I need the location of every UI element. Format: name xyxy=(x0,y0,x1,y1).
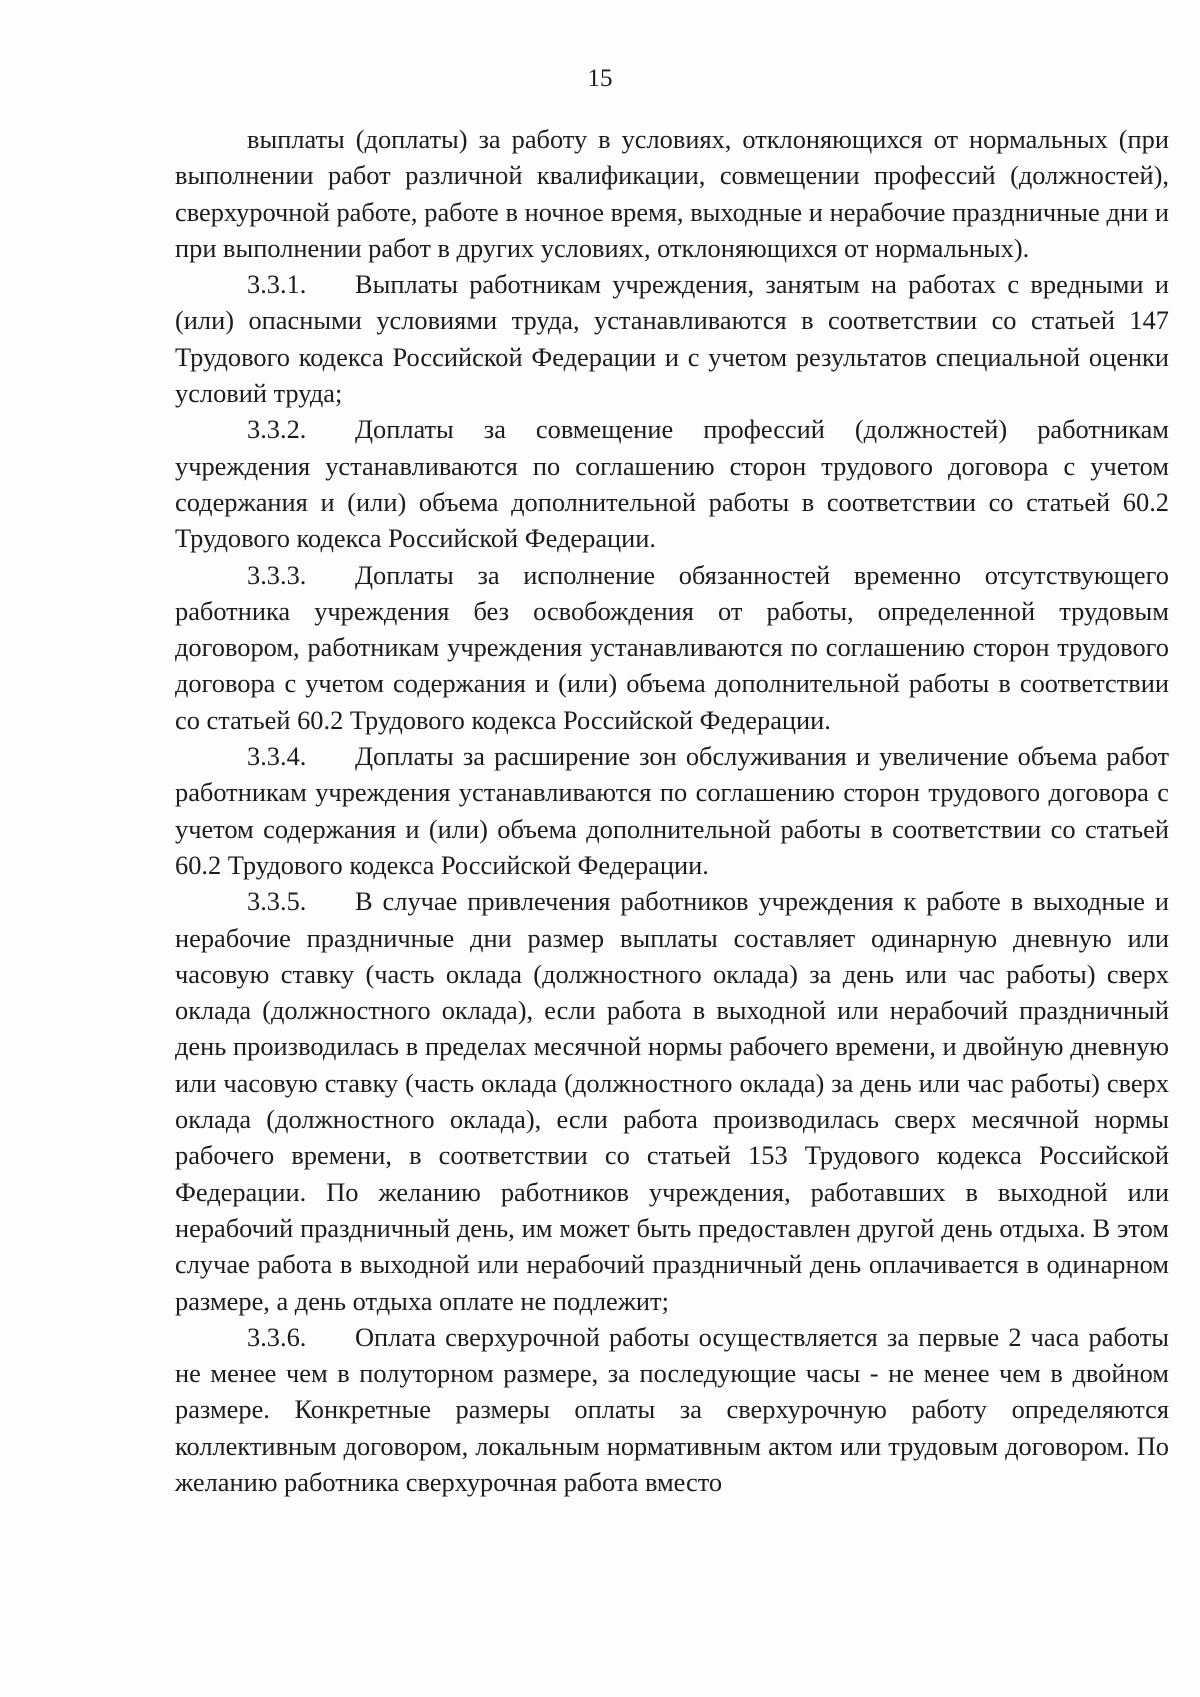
paragraph-text: Выплаты работникам учреждения, занятым на работах с вредными и (или) опасными условиями труда, устанавливаются в соответствии со статьей 147 Трудового кодекса Российской Федерации и с учетом результатов специальной оценки условий труда; xyxy=(175,269,1169,409)
paragraph-text: Доплаты за исполнение обязанностей временно отсутствующего работника учреждения без освобождения от работы, определенной трудовым договором, работникам учреждения устанавливаются по соглашению сторон трудового договора с учетом содержания и (или) объема дополнительной работы в соответствии со статьей 60.2 Трудового кодекса Российской Федерации. xyxy=(175,559,1169,735)
paragraph-intro-continuation xyxy=(175,121,1169,266)
paragraph-3-3-6 xyxy=(175,1319,1169,1500)
paragraph-text: Оплата сверхурочной работы осуществляется за первые 2 часа работы не менее чем в полуторном размере, за последующие часы - не менее чем в двойном размере. Конкретные размеры оплаты за сверхурочную работу определяются коллективным договором, локальным нормативным актом или трудовым договором. По желанию работника сверхурочная работа вместо xyxy=(175,1321,1169,1497)
paragraph-text: Доплаты за совмещение профессий (должностей) работникам учреждения устанавливаются по соглашению сторон трудового договора с учетом содержания и (или) объема дополнительной работы в соответствии со статьей 60.2 Трудового кодекса Российской Федерации. xyxy=(175,414,1169,554)
paragraph-text: В случае привлечения работников учреждения к работе в выходные и нерабочие праздничные дни размер выплаты составляет одинарную дневную или часовую ставку (часть оклада (должностного оклада) за день или час работы) сверх оклада (должностного оклада), если работа в выходной или нерабочий праздничный день производилась в пределах месячной нормы рабочего времени, и двойную дневную или часовую ставку (часть оклада (должностного оклада) за день или час работы) сверх оклада (должностного оклада), если работа производилась сверх месячной нормы рабочего времени, в соответствии со статьей 153 Трудового кодекса Российской Федерации. По желанию работников учреждения, работавших в выходной или нерабочий праздничный день, им может быть предоставлен другой день отдыха. В этом случае работа в выходной или нерабочий праздничный день оплачивается в одинарном размере, а день отдыха оплате не подлежит; xyxy=(175,886,1169,1316)
paragraph-3-3-3 xyxy=(175,557,1169,738)
page-number: 15 xyxy=(587,65,613,92)
paragraph-3-3-1 xyxy=(175,266,1169,411)
document-body xyxy=(175,121,1169,1500)
paragraph-3-3-2 xyxy=(175,411,1169,556)
paragraph-text: Доплаты за расширение зон обслуживания и увеличение объема работ работникам учреждения устанавливаются по соглашению сторон трудового договора с учетом содержания и (или) объема дополнительной работы в соответствии со статьей 60.2 Трудового кодекса Российской Федерации. xyxy=(175,741,1169,880)
paragraph-text: выплаты (доплаты) за работу в условиях, отклоняющихся от нормальных (при выполнении работ различной квалификации, совмещении профессий (должностей), сверхурочной работе, работе в ночное время, выходные и нерабочие праздничные дни и при выполнении работ в других условиях, отклоняющихся от нормальных). xyxy=(175,124,1169,263)
paragraph-3-3-5 xyxy=(175,883,1169,1319)
paragraph-number: 3.3.3. xyxy=(247,559,307,590)
paragraph-number: 3.3.1. xyxy=(247,269,307,300)
paragraph-3-3-4 xyxy=(175,738,1169,883)
paragraph-number: 3.3.5. xyxy=(247,886,307,917)
paragraph-number: 3.3.4. xyxy=(247,741,307,772)
paragraph-number: 3.3.6. xyxy=(247,1321,307,1352)
paragraph-number: 3.3.2. xyxy=(247,414,307,445)
